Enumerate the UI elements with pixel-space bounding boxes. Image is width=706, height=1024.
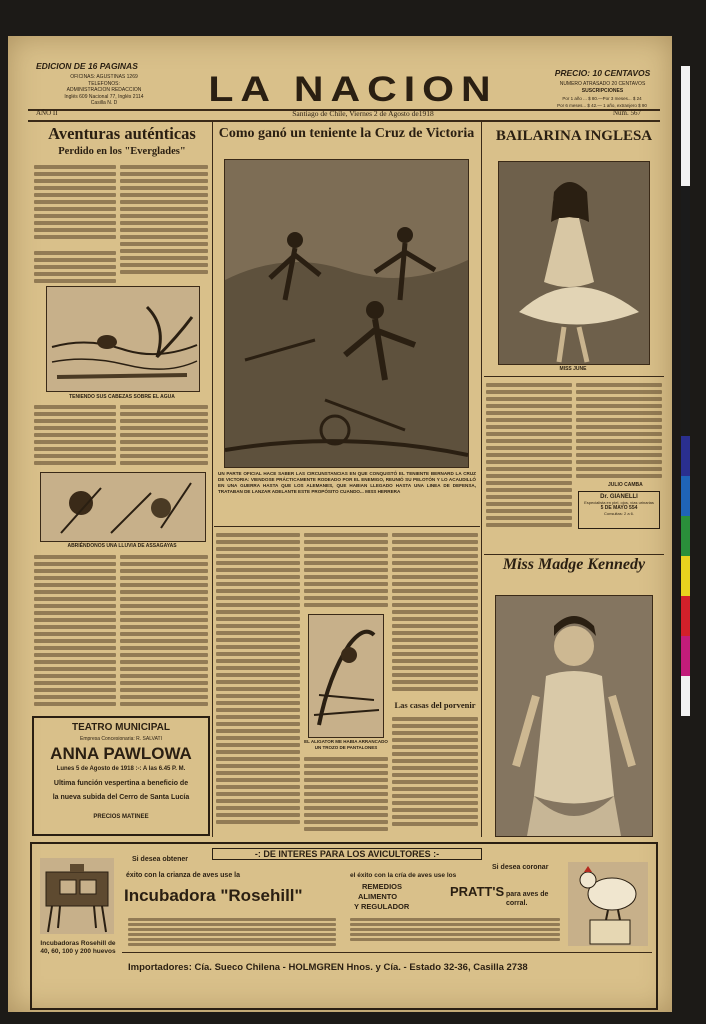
offices-line: Casilla N. D: [90, 100, 118, 106]
offices-line: Inglés 609 Nacional 77, Inglés 2114: [64, 93, 144, 100]
center-headline: Como ganó un teniente la Cruz de Victoria: [218, 126, 475, 141]
column-rule: [481, 122, 482, 837]
battle-drawing: [225, 160, 468, 467]
hen-image: [568, 862, 648, 946]
article-text: [392, 714, 478, 835]
article-text: [576, 380, 662, 478]
article-text: [34, 402, 116, 470]
article-text: [120, 402, 208, 470]
combat-illustration: [40, 472, 206, 542]
swamp-illustration: [46, 286, 200, 392]
dancer-caption: MISS JUNE: [559, 366, 587, 372]
article-text: [392, 530, 478, 695]
article-text: [486, 380, 572, 530]
offices-line: TELEFONOS:: [88, 80, 120, 87]
newspaper-title: LA NACION: [208, 69, 498, 109]
color-swatch: [681, 636, 690, 676]
ad-text: REMEDIOS: [362, 882, 403, 891]
doctor-name: Dr. GIANELLI: [600, 494, 638, 500]
importers-line: Importadores: Cía. Sueco Chilena - HOLMGREN Hnos. y Cía. - Estado 32-36, Casilla 2738: [128, 962, 528, 973]
ad-text: Si desea obtener: [132, 856, 189, 863]
battle-caption: UN PARTE OFICIAL HACE SABER LAS CIRCUNSTANCIAS EN QUE CONQUISTÓ EL TENIENTE BERNARD LA CRUZ DE VICTORIA: VIENDOSE PRÁCTICAMENTE RODEADO POR EL ENEMIGO, REUNIÓ SU PELOTÓN Y LO ACAUDILLÓ EN UNA GUERRA HASTA QUE LOS ALEMANES, QUE HABIAN LLEGADO HASTA UNA LINEA DE DEFENSA, TRATABAN DE LANZAR ADELANTE ESTE PROPÓSITO CUANDO... MISS HERRERA: [218, 471, 476, 494]
doctor-ad: [578, 491, 660, 529]
right-headline: BAILARINA INGLESA: [495, 128, 653, 144]
color-swatch: [681, 596, 690, 636]
color-swatch: [681, 436, 690, 476]
right-rule: [484, 376, 664, 377]
ad-rule: [122, 952, 652, 953]
offices-block: [34, 74, 174, 107]
ad-text: Si desea coronar: [492, 864, 549, 871]
incubator-image: [40, 858, 114, 934]
ad-fine-print: [350, 916, 560, 948]
battle-illustration: [224, 159, 469, 468]
incubator-drawing: [40, 858, 114, 934]
year-label: AÑO II: [36, 109, 58, 117]
doctor-line: Especialista en piel, ojos, vías urinarias: [584, 500, 654, 505]
incubator-product: Incubadora "Rosehill": [124, 886, 303, 905]
color-swatch: [681, 516, 690, 556]
subscription-line: Por 6 meses... $ 42.— 1 año, extranjero $ 90: [557, 103, 647, 108]
color-swatch: [681, 66, 690, 186]
right-rule: [484, 554, 664, 555]
incubator-caption: Incubadoras Rosehill de 40, 60, 100 y 200 huevos: [40, 940, 116, 955]
alligator-caption: EL ALIGATOR ME HABIA ARRANCADO UN TROZO DE PANTALONES: [304, 739, 388, 750]
sub-headline: Las casas del porvenir: [394, 700, 476, 710]
color-calibration-strip: [681, 66, 690, 716]
subscription-line: Por 1 año ... $ 80.—Por 3 meses... $ 24: [562, 96, 642, 101]
dancer-drawing: [499, 162, 649, 364]
ad-text: ALIMENTO: [358, 892, 398, 901]
center-rule: [214, 526, 480, 527]
hen-drawing: [568, 862, 648, 946]
article-text: [34, 248, 116, 288]
issue-number: Núm. 567: [613, 109, 641, 117]
author-signature: JULIO CAMBA: [608, 482, 643, 488]
ad-text: éxito con la crianza de aves use la: [126, 872, 240, 879]
left-headline: Aventuras auténticas: [48, 124, 196, 143]
article-text: [34, 162, 116, 244]
ad-fine-print: [128, 916, 336, 948]
illustration-caption: TENIENDO SUS CABEZAS SOBRE EL AGUA: [69, 394, 175, 400]
theater-prices: PRECIOS MATINEE: [93, 814, 149, 820]
color-swatch: [681, 676, 690, 716]
color-swatch: [681, 556, 690, 596]
doctor-line: Consultas: 2 a 6.: [603, 511, 635, 516]
color-swatch: [681, 186, 690, 436]
dancer-photo: [498, 161, 650, 365]
theater-date: Lunes 5 de Agosto de 1918 :-: A las 6.45 P. M.: [56, 766, 186, 772]
subscriptions-label: SUSCRIPCIONES: [581, 88, 624, 94]
article-text: [120, 162, 208, 287]
portrait-photo: [495, 595, 653, 837]
swamp-drawing: [47, 287, 199, 391]
offices-line: OFICINAS: AGUSTINAS 1269: [70, 74, 138, 80]
theater-ad: [32, 716, 210, 836]
article-text: [120, 552, 208, 712]
portrait-headline: Miss Madge Kennedy: [502, 556, 646, 573]
theater-star: ANNA PAWLOWA: [50, 744, 192, 763]
article-text: [304, 530, 388, 610]
alligator-illustration: [308, 614, 384, 738]
newspaper-page: [8, 36, 672, 1012]
dateline-rule: [28, 120, 660, 122]
ad-text: el éxito con la cría de aves use los: [350, 872, 457, 879]
offices-line: ADMINISTRACION REDACCION: [66, 87, 142, 93]
poultry-ad: [30, 842, 658, 1010]
color-swatch: [681, 476, 690, 516]
dateline: Santiago de Chile, Viernes 2 de Agosto de1918: [292, 109, 434, 118]
edition-label: EDICION DE 16 PAGINAS: [36, 61, 138, 71]
alligator-drawing: [309, 615, 383, 737]
theater-name: TEATRO MUNICIPAL: [72, 722, 170, 733]
ad-text: Y REGULADOR: [354, 902, 410, 911]
combat-drawing: [41, 473, 205, 541]
theater-company: Empresa Concesionaria: R. SALVATI: [80, 736, 162, 742]
left-subhead: Perdido en los "Everglades": [58, 146, 186, 157]
pratts-brand: PRATT'S: [450, 884, 505, 899]
column-rule: [212, 122, 213, 837]
price-sub: NUMERO ATRASADO 20 CENTAVOS: [559, 81, 646, 87]
article-text: [216, 530, 300, 835]
ad-text: para aves de corral.: [506, 891, 549, 907]
article-text: [304, 754, 388, 834]
ad-banner: -: DE INTERES PARA LOS AVICULTORES :-: [212, 848, 482, 860]
article-text: [34, 552, 116, 712]
doctor-line: 5 DE MAYO 554: [600, 505, 638, 511]
portrait-drawing: [496, 596, 652, 836]
theater-line: Ultima función vespertina a beneficio de: [53, 780, 189, 787]
theater-line: la nueva subida del Cerro de Santa Lucía: [52, 794, 190, 801]
illustration-caption: ABRIÉNDONOS UNA LLUVIA DE ASSAGAYAS: [67, 543, 177, 549]
price-label: PRECIO: 10 CENTAVOS: [554, 68, 651, 78]
